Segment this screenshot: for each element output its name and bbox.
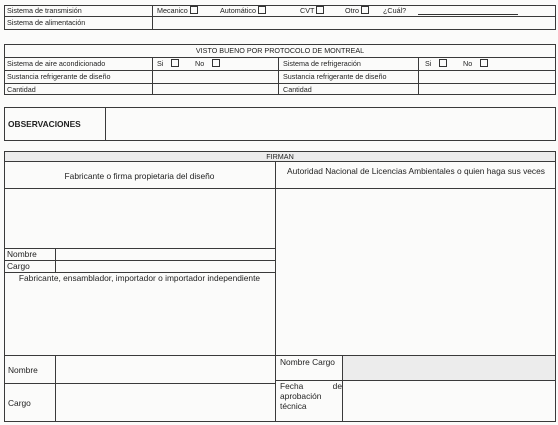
transmission-label: Sistema de transmisión [7,6,82,15]
checkbox[interactable] [258,6,266,14]
divider [55,355,56,422]
divider [105,107,106,141]
checkbox[interactable] [212,59,220,67]
option-label: Automático [220,6,256,15]
autoridad-header [280,166,552,177]
divider [152,57,153,95]
cantidad-label-right: Cantidad [283,85,312,94]
divider [4,57,556,58]
si-label: Si [157,59,164,68]
autoridad-text: Autoridad Nacional de Licencias Ambientales o quien haga sus veces [287,166,545,176]
no-label: No [195,59,205,68]
checkbox[interactable] [171,59,179,67]
fabricante-diseno-header: Fabricante o firma propietaria del diseño [64,171,215,181]
observaciones-table [4,107,556,141]
signature-area-bg [343,356,555,380]
divider [418,57,419,95]
refrigeracion-label: Sistema de refrigeración [283,59,361,68]
divider [275,188,556,189]
observaciones-label: OBSERVACIONES [8,119,81,129]
divider [4,161,556,162]
cargo-label-2: Cargo [8,398,31,408]
divider [4,355,275,356]
montreal-title: VISTO BUENO POR PROTOCOLO DE MONTREAL [195,46,365,55]
fecha-text: Fecha de aprobación técnica [280,381,342,411]
divider [278,57,279,95]
cargo-label: Cargo [7,261,30,271]
cual-label: ¿Cuál? [383,6,407,15]
fabricante-independiente-header [4,273,275,283]
nombre-label: Nombre [7,249,37,259]
divider [4,260,275,261]
option-label: CVT [300,6,315,15]
divider [152,5,153,30]
aire-no[interactable] [195,59,220,68]
divider [4,16,556,17]
checkbox[interactable] [439,59,447,67]
aire-si[interactable] [157,59,179,68]
checkbox[interactable] [190,6,198,14]
divider [4,188,275,189]
fabricante-independiente-text: Fabricante, ensamblador, importador o importador independiente [18,273,261,283]
sustancia-label-left: Sustancia refrigerante de diseño [7,72,111,81]
divider [4,383,275,384]
cual-input-line[interactable] [418,14,518,15]
checkbox[interactable] [316,6,324,14]
aire-label: Sistema de aire acondicionado [7,59,106,68]
transmission-table [4,5,556,30]
feeding-system-label: Sistema de alimentación [7,18,86,27]
refrig-si[interactable] [425,59,447,68]
divider [4,248,275,249]
option-cvt[interactable] [300,6,324,15]
cantidad-label-left: Cantidad [7,85,36,94]
option-label: Mecanico [157,6,188,15]
option-label: Otro [345,6,359,15]
si-label: Si [425,59,432,68]
divider [4,70,556,71]
divider [55,248,56,272]
nombre-cargo-label [280,357,338,367]
divider [275,161,276,422]
option-automatico[interactable] [220,6,266,15]
refrig-no[interactable] [463,59,488,68]
checkbox[interactable] [480,59,488,67]
no-label: No [463,59,473,68]
firman-title: FIRMAN [266,152,294,161]
sustancia-label-right: Sustancia refrigerante de diseño [283,72,387,81]
fecha-label [280,381,342,411]
nombre-label-2: Nombre [8,365,38,375]
divider [4,83,556,84]
option-mecanico[interactable] [157,6,198,15]
option-otro[interactable] [345,6,369,15]
nombre-cargo-text: Nombre Cargo [280,357,335,367]
checkbox[interactable] [361,6,369,14]
